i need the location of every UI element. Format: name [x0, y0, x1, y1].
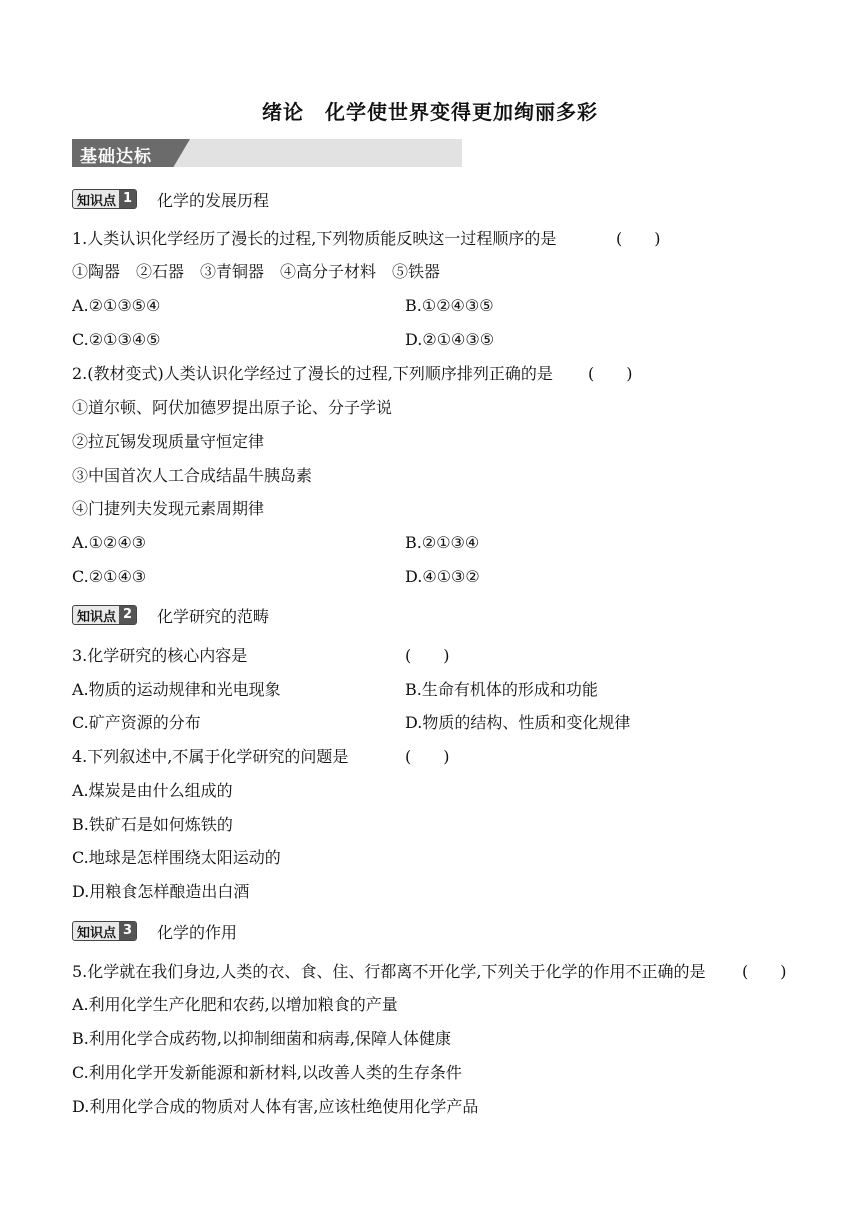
question-2-stem: 2.(教材变式)人类认识化学经过了漫长的过程,下列顺序排列正确的是: [72, 364, 553, 383]
question-1-stem: 1.人类认识化学经历了漫长的过程,下列物质能反映这一过程顺序的是: [72, 229, 557, 248]
question-3-option-b: B.生命有机体的形成和功能: [405, 680, 598, 699]
knowledge-point-title: 化学的发展历程: [157, 190, 270, 210]
question-3-answer-paren: ( ): [405, 646, 450, 665]
section-banner: [72, 139, 462, 167]
question-4-option-d: D.用粮食怎样酿造出白酒: [72, 882, 250, 901]
badge-label: 知识点: [77, 609, 117, 625]
question-3-option-a: A.物质的运动规律和光电现象: [72, 680, 281, 699]
question-2-statement-1: ①道尔顿、阿伏加德罗提出原子论、分子学说: [72, 398, 393, 417]
question-3-option-c: C.矿产资源的分布: [72, 713, 201, 732]
question-1-option-a: A.②①③⑤④: [72, 296, 161, 315]
question-4-option-b: B.铁矿石是如何炼铁的: [72, 815, 233, 834]
question-5-option-b: B.利用化学合成药物,以抑制细菌和病毒,保障人体健康: [72, 1029, 452, 1048]
knowledge-point-title: 化学研究的范畴: [157, 606, 270, 626]
question-1-items: ①陶器 ②石器 ③青铜器 ④高分子材料 ⑤铁器: [72, 262, 441, 281]
question-5-option-c: C.利用化学开发新能源和新材料,以改善人类的生存条件: [72, 1063, 462, 1082]
knowledge-point-badge: [72, 189, 137, 209]
question-4-answer-paren: ( ): [405, 747, 450, 766]
knowledge-point-badge: [72, 921, 137, 941]
badge-label: 知识点: [77, 925, 117, 941]
question-2-option-a: A.①②④③: [72, 533, 147, 552]
question-2-option-d: D.④①③②: [405, 567, 480, 586]
question-5-answer-paren: ( ): [742, 962, 787, 981]
knowledge-point-title: 化学的作用: [157, 922, 238, 942]
question-3-stem: 3.化学研究的核心内容是: [72, 646, 248, 665]
knowledge-point-2: [72, 605, 269, 625]
question-5-stem: 5.化学就在我们身边,人类的衣、食、住、行都离不开化学,下列关于化学的作用不正确的是: [72, 962, 706, 981]
question-2-statement-3: ③中国首次人工合成结晶牛胰岛素: [72, 466, 313, 485]
question-1-option-d: D.②①④③⑤: [405, 330, 495, 349]
question-1-option-b: B.①②④③⑤: [405, 296, 494, 315]
question-2-statement-4: ④门捷列夫发现元素周期律: [72, 499, 265, 518]
knowledge-point-1: [72, 189, 269, 209]
question-2-option-b: B.②①③④: [405, 533, 480, 552]
question-3-option-d: D.物质的结构、性质和变化规律: [405, 713, 631, 732]
question-1-answer-paren: ( ): [616, 229, 661, 248]
badge-number: 3: [119, 922, 136, 940]
question-5-option-a: A.利用化学生产化肥和农药,以增加粮食的产量: [72, 995, 398, 1014]
banner-label: 基础达标: [80, 147, 152, 167]
question-4-option-a: A.煤炭是由什么组成的: [72, 781, 233, 800]
badge-number: 1: [119, 190, 136, 208]
question-2-answer-paren: ( ): [588, 364, 633, 383]
question-2-option-c: C.②①④③: [72, 567, 147, 586]
question-4-option-c: C.地球是怎样围绕太阳运动的: [72, 848, 281, 867]
question-2-statement-2: ②拉瓦锡发现质量守恒定律: [72, 432, 265, 451]
knowledge-point-3: [72, 921, 237, 941]
badge-label: 知识点: [77, 193, 117, 209]
question-4-stem: 4.下列叙述中,不属于化学研究的问题是: [72, 747, 349, 766]
question-1-option-c: C.②①③④⑤: [72, 330, 161, 349]
knowledge-point-badge: [72, 605, 137, 625]
badge-number: 2: [119, 606, 136, 624]
question-5-option-d: D.利用化学合成的物质对人体有害,应该杜绝使用化学产品: [72, 1097, 479, 1116]
page-title: 绪论 化学使世界变得更加绚丽多彩: [262, 100, 598, 124]
